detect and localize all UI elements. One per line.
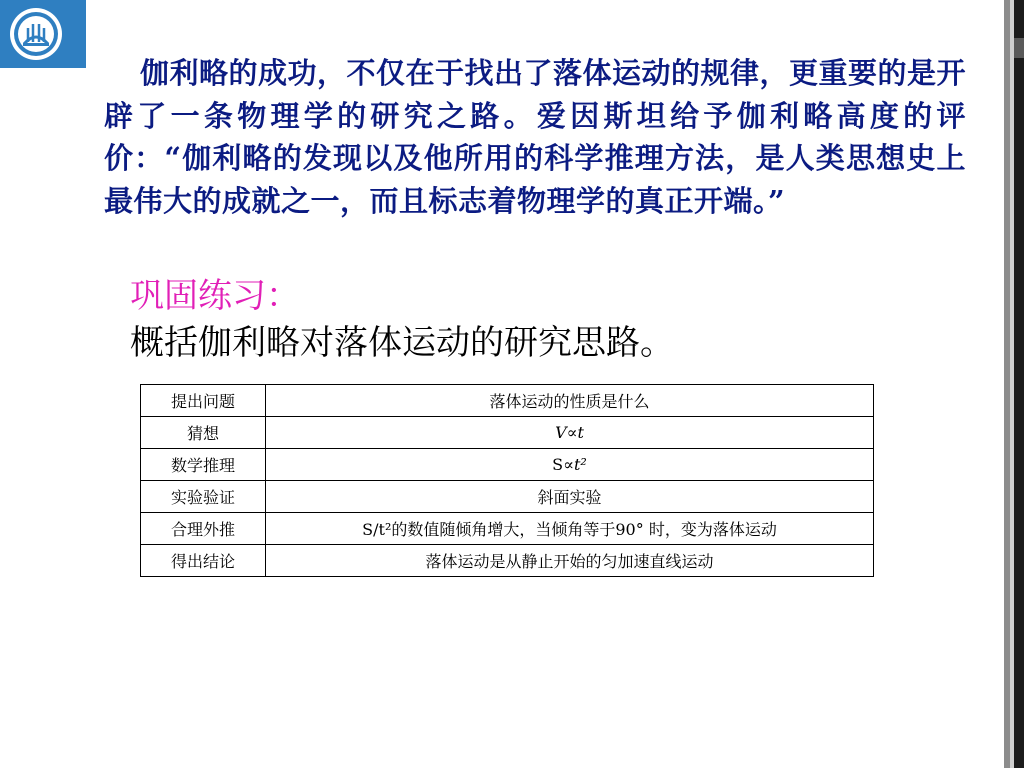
time-symbol: t <box>577 423 584 442</box>
school-emblem-icon <box>0 0 86 68</box>
step-cell: 猜想 <box>141 417 266 449</box>
table-row <box>141 481 874 513</box>
content-cell: S/t²的数值随倾角增大，当倾角等于90° 时，变为落体运动 <box>266 513 874 545</box>
content-cell <box>266 449 874 481</box>
proportional-symbol: ∝ <box>566 423 578 442</box>
velocity-symbol: V <box>555 423 567 442</box>
school-logo <box>0 0 86 68</box>
right-border-dark <box>1014 0 1024 768</box>
table-row <box>141 545 874 577</box>
step-cell: 数学推理 <box>141 449 266 481</box>
content-cell: 落体运动的性质是什么 <box>266 385 874 417</box>
table-row <box>141 417 874 449</box>
distance-symbol: S <box>552 455 564 474</box>
content-cell: 落体运动是从静止开始的匀加速直线运动 <box>266 545 874 577</box>
exercise-question: 概括伽利略对落体运动的研究思路。 <box>130 323 674 363</box>
research-steps-table <box>140 384 874 577</box>
content-cell: 斜面实验 <box>266 481 874 513</box>
step-cell: 提出问题 <box>141 385 266 417</box>
right-border-notch <box>1014 38 1024 58</box>
time-squared-symbol: t² <box>573 455 587 474</box>
proportional-symbol: ∝ <box>563 455 574 474</box>
content-cell <box>266 417 874 449</box>
step-cell: 合理外推 <box>141 513 266 545</box>
exercise-title: 巩固练习： <box>130 276 300 316</box>
table-row <box>141 513 874 545</box>
galileo-paragraph: 伽利略的成功，不仅在于找出了落体运动的规律，更重要的是开辟了一条物理学的研究之路。爱因斯坦给予伽利略高度的评价：“伽利略的发现以及他所用的科学推理方法，是人类思想史上最伟大的成就之一，而且标志着物理学的真正开端。” <box>104 56 967 218</box>
table-row <box>141 385 874 417</box>
table-row <box>141 449 874 481</box>
step-cell: 得出结论 <box>141 545 266 577</box>
step-cell: 实验验证 <box>141 481 266 513</box>
